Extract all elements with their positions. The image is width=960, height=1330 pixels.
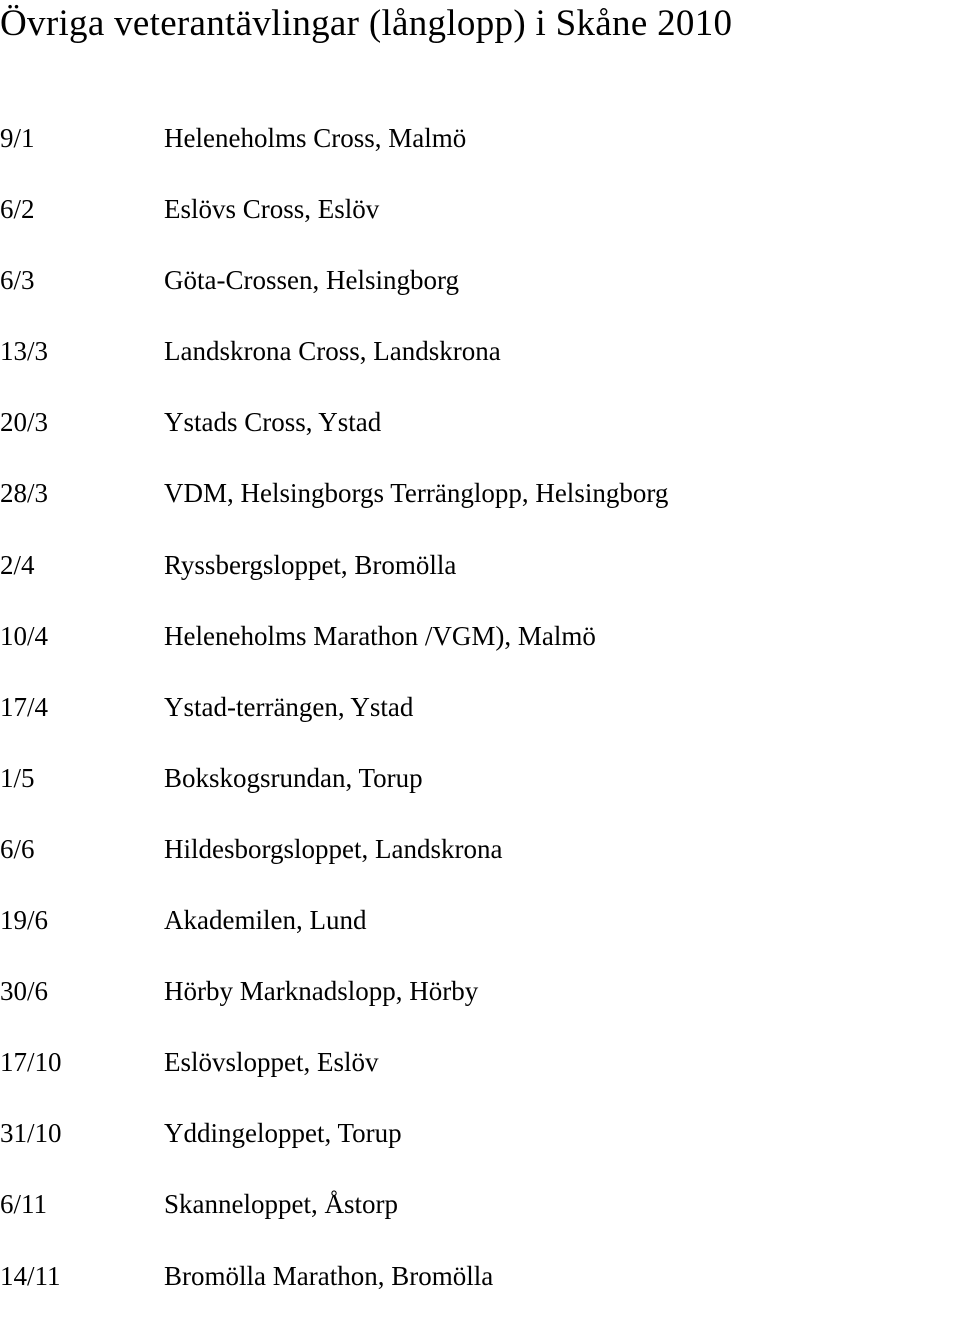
event-list [0,121,668,1330]
event-name: Yddingeloppet, Torup [164,1118,402,1149]
list-item [0,476,668,547]
event-date: 2/4 [0,549,35,580]
list-item [0,619,668,690]
event-name: Bromölla Marathon, Bromölla [164,1260,494,1291]
event-name: Heleneholms Marathon /VGM), Malmö [164,620,596,651]
page-title: Övriga veterantävlingar (långlopp) i Skåne 2010 [0,3,733,44]
list-item [0,121,668,192]
event-date: 30/6 [0,976,49,1007]
event-name: Ystads Cross, Ystad [164,407,382,438]
event-date: 9/1 [0,123,35,153]
list-item [0,1045,668,1116]
list-item [0,192,668,263]
list-item [0,263,668,334]
event-name: VDM, Helsingborgs Terränglopp, Helsingborg [164,478,669,509]
list-item [0,1116,668,1187]
event-date: 6/3 [0,265,35,296]
event-date: 14/11 [0,1260,61,1291]
list-item [0,405,668,476]
event-name: Heleneholms Cross, Malmö [164,123,467,153]
event-date: 17/4 [0,691,49,722]
event-name: Hörby Marknadslopp, Hörby [164,976,479,1007]
event-name: Akademilen, Lund [164,905,367,936]
list-item [0,832,668,903]
list-item [0,903,668,974]
event-name: Hildesborgsloppet, Landskrona [164,833,503,864]
event-date: 10/4 [0,620,49,651]
event-date: 6/2 [0,194,35,225]
list-item [0,974,668,1045]
event-date: 31/10 [0,1118,62,1149]
event-date: 19/6 [0,905,49,936]
event-date: 6/6 [0,833,35,864]
event-name: Eslövs Cross, Eslöv [164,194,380,225]
event-date: 20/3 [0,407,49,438]
event-date: 13/3 [0,336,49,367]
event-name: Göta-Crossen, Helsingborg [164,265,459,296]
list-item [0,548,668,619]
list-item [0,1187,668,1258]
event-name: Eslövsloppet, Eslöv [164,1047,379,1078]
event-name: Ryssbergsloppet, Bromölla [164,549,457,580]
event-name: Bokskogsrundan, Torup [164,762,423,793]
event-date: 28/3 [0,478,49,509]
event-date: 6/11 [0,1189,47,1220]
event-name: Landskrona Cross, Landskrona [164,336,501,367]
event-date: 17/10 [0,1047,62,1078]
event-name: Skanneloppet, Åstorp [164,1189,398,1220]
list-item [0,761,668,832]
list-item [0,690,668,761]
event-date: 1/5 [0,762,35,793]
list-item [0,1259,668,1330]
list-item [0,334,668,405]
event-name: Ystad-terrängen, Ystad [164,691,414,722]
